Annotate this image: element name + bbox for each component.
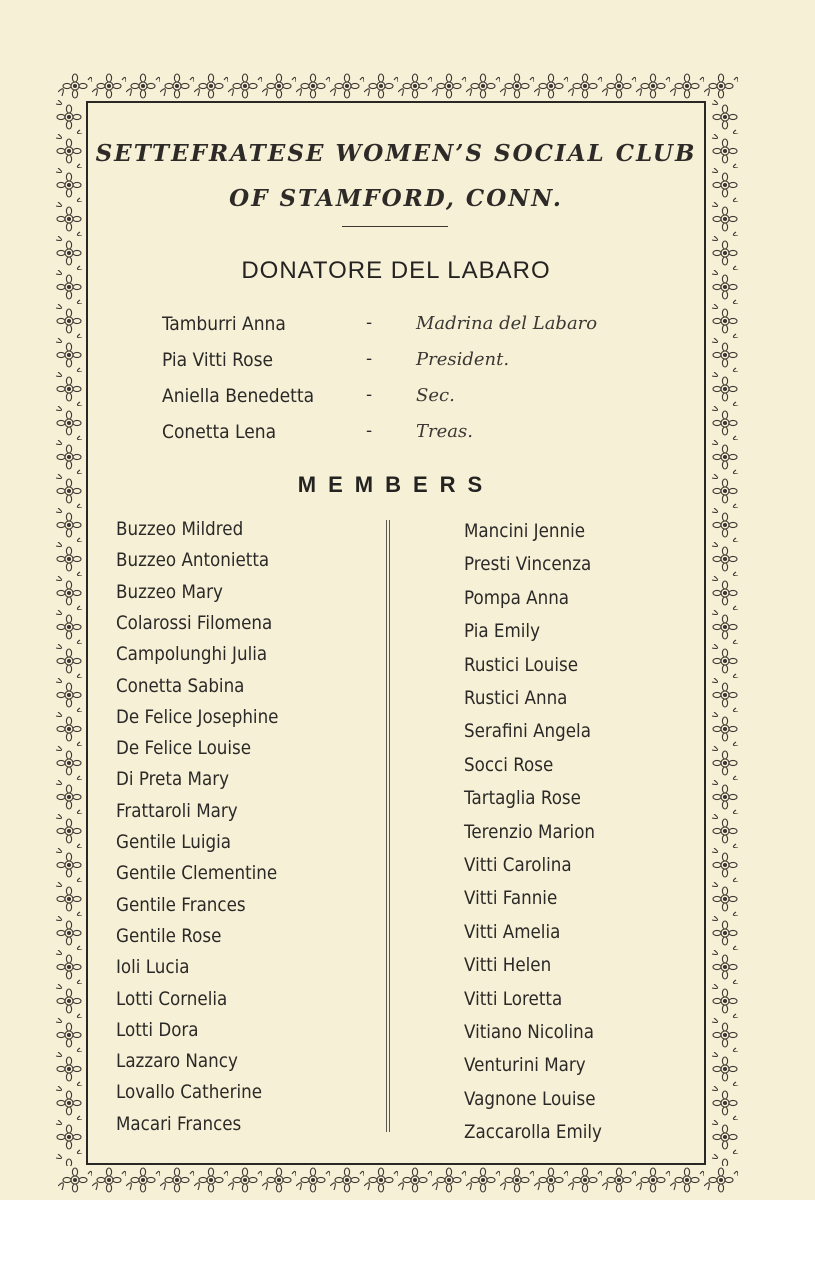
member-name: Vitti Fannie [464, 887, 558, 910]
donor-name: Pia Vitti Rose [162, 349, 274, 371]
member-name: Vitti Helen [464, 954, 552, 977]
donors-heading: DONATORE DEL LABARO [241, 257, 551, 284]
floral-border-left-icon [52, 100, 86, 1166]
donor-separator: - [366, 385, 373, 405]
member-name: Conetta Sabina [116, 674, 245, 697]
member-name: Terenzio Marion [464, 820, 596, 843]
title-divider [342, 226, 448, 227]
member-name: Lazzaro Nancy [116, 1050, 238, 1073]
member-name: Lovallo Catherine [116, 1081, 262, 1104]
member-name: Vitti Amelia [464, 920, 561, 943]
member-name: Rustici Louise [464, 653, 579, 676]
members-heading: MEMBERS [297, 472, 495, 497]
donor-separator: - [366, 313, 373, 333]
member-name: Lotti Dora [116, 1018, 199, 1041]
member-name: De Felice Louise [116, 737, 252, 760]
member-name: Lotti Cornelia [116, 987, 228, 1010]
floral-border-bottom-icon [58, 1164, 738, 1196]
donor-role: Treas. [416, 421, 473, 442]
donor-row [0, 313, 815, 343]
member-name: Mancini Jennie [464, 520, 586, 542]
member-name: Colarossi Filomena [116, 611, 273, 634]
donor-role: President. [416, 349, 510, 370]
column-divider [386, 520, 390, 1132]
member-name: De Felice Josephine [116, 705, 279, 728]
member-name: Gentile Clementine [116, 862, 278, 885]
member-name: Frattaroli Mary [116, 799, 238, 822]
club-location: OF STAMFORD, CONN. [229, 185, 563, 212]
donor-row [0, 421, 815, 451]
donor-separator: - [366, 349, 373, 369]
donor-name: Tamburri Anna [162, 313, 286, 335]
member-name: Macari Frances [116, 1112, 242, 1135]
donor-role: Madrina del Labaro [416, 313, 598, 334]
member-name: Vitti Loretta [464, 987, 563, 1010]
donor-role: Sec. [416, 385, 455, 406]
donor-row [0, 385, 815, 415]
member-name: Vagnone Louise [464, 1087, 596, 1110]
member-name: Campolunghi Julia [116, 643, 268, 666]
member-name: Buzzeo Mildred [116, 518, 244, 540]
donor-name: Aniella Benedetta [162, 385, 315, 407]
member-name: Di Preta Mary [116, 768, 229, 791]
member-name: Serafini Angela [464, 720, 591, 743]
member-name: Vitti Carolina [464, 854, 572, 876]
member-name: Pompa Anna [464, 586, 570, 609]
member-name: Vitiano Nicolina [464, 1021, 595, 1043]
club-title: SETTEFRATESE WOMEN’S SOCIAL CLUB [95, 140, 697, 167]
floral-border-right-icon [708, 100, 742, 1166]
member-name: Gentile Frances [116, 893, 246, 916]
donor-row [0, 349, 815, 379]
member-name: Rustici Anna [464, 687, 568, 709]
floral-border-top-icon [58, 70, 738, 102]
member-name: Pia Emily [464, 620, 540, 643]
member-name: Ioli Lucia [116, 956, 190, 979]
member-name: Gentile Luigia [116, 831, 232, 853]
member-name: Socci Rose [464, 753, 554, 776]
member-name: Tartaglia Rose [464, 787, 581, 810]
member-name: Venturini Mary [464, 1054, 586, 1077]
member-name: Presti Vincenza [464, 553, 592, 576]
donor-separator: - [366, 421, 373, 441]
donor-name: Conetta Lena [162, 421, 277, 443]
member-name: Zaccarolla Emily [464, 1121, 602, 1144]
member-name: Gentile Rose [116, 924, 222, 947]
member-name: Buzzeo Mary [116, 580, 223, 603]
member-name: Buzzeo Antonietta [116, 549, 270, 572]
